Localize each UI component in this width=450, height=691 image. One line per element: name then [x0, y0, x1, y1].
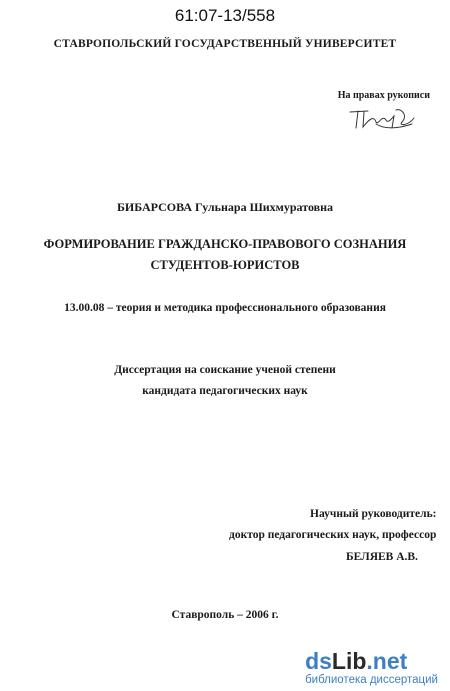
watermark-subtitle: библиотека диссертаций	[305, 674, 438, 686]
author-name: БИБАРСОВА Гульнара Шихмуратовна	[116, 200, 334, 214]
logo-ds: ds	[305, 648, 332, 674]
thesis-title-line-1: ФОРМИРОВАНИЕ ГРАЖДАНСКО-ПРАВОВОГО СОЗНАНИЯ	[43, 237, 407, 251]
specialty-code: 13.00.08 – теория и методика профессионального образования	[64, 302, 386, 314]
supervisor-name: БЕЛЯЕВ А.В.	[346, 551, 418, 563]
city-year: Ставрополь – 2006 г.	[171, 609, 279, 621]
logo-lib: Lib	[331, 648, 367, 674]
supervisor-title: доктор педагогических наук, профессор	[229, 529, 437, 541]
thesis-title-line-2: СТУДЕНТОВ-ЮРИСТОВ	[150, 258, 300, 272]
university-name: СТАВРОПОЛЬСКИЙ ГОСУДАРСТВЕННЫЙ УНИВЕРСИТЕТ	[53, 38, 397, 50]
dslib-watermark	[305, 649, 438, 687]
manuscript-rights-note: На правах рукописи	[337, 90, 430, 101]
logo-net: .net	[366, 648, 408, 674]
catalog-code: 61:07-13/558	[174, 6, 276, 25]
degree-line-1: Диссертация на соискание ученой степени	[114, 364, 336, 376]
dslib-logo	[305, 649, 438, 673]
supervisor-label: Научный руководитель:	[310, 508, 437, 520]
degree-line-2: кандидата педагогических наук	[142, 385, 308, 397]
handwritten-signature	[346, 104, 418, 132]
